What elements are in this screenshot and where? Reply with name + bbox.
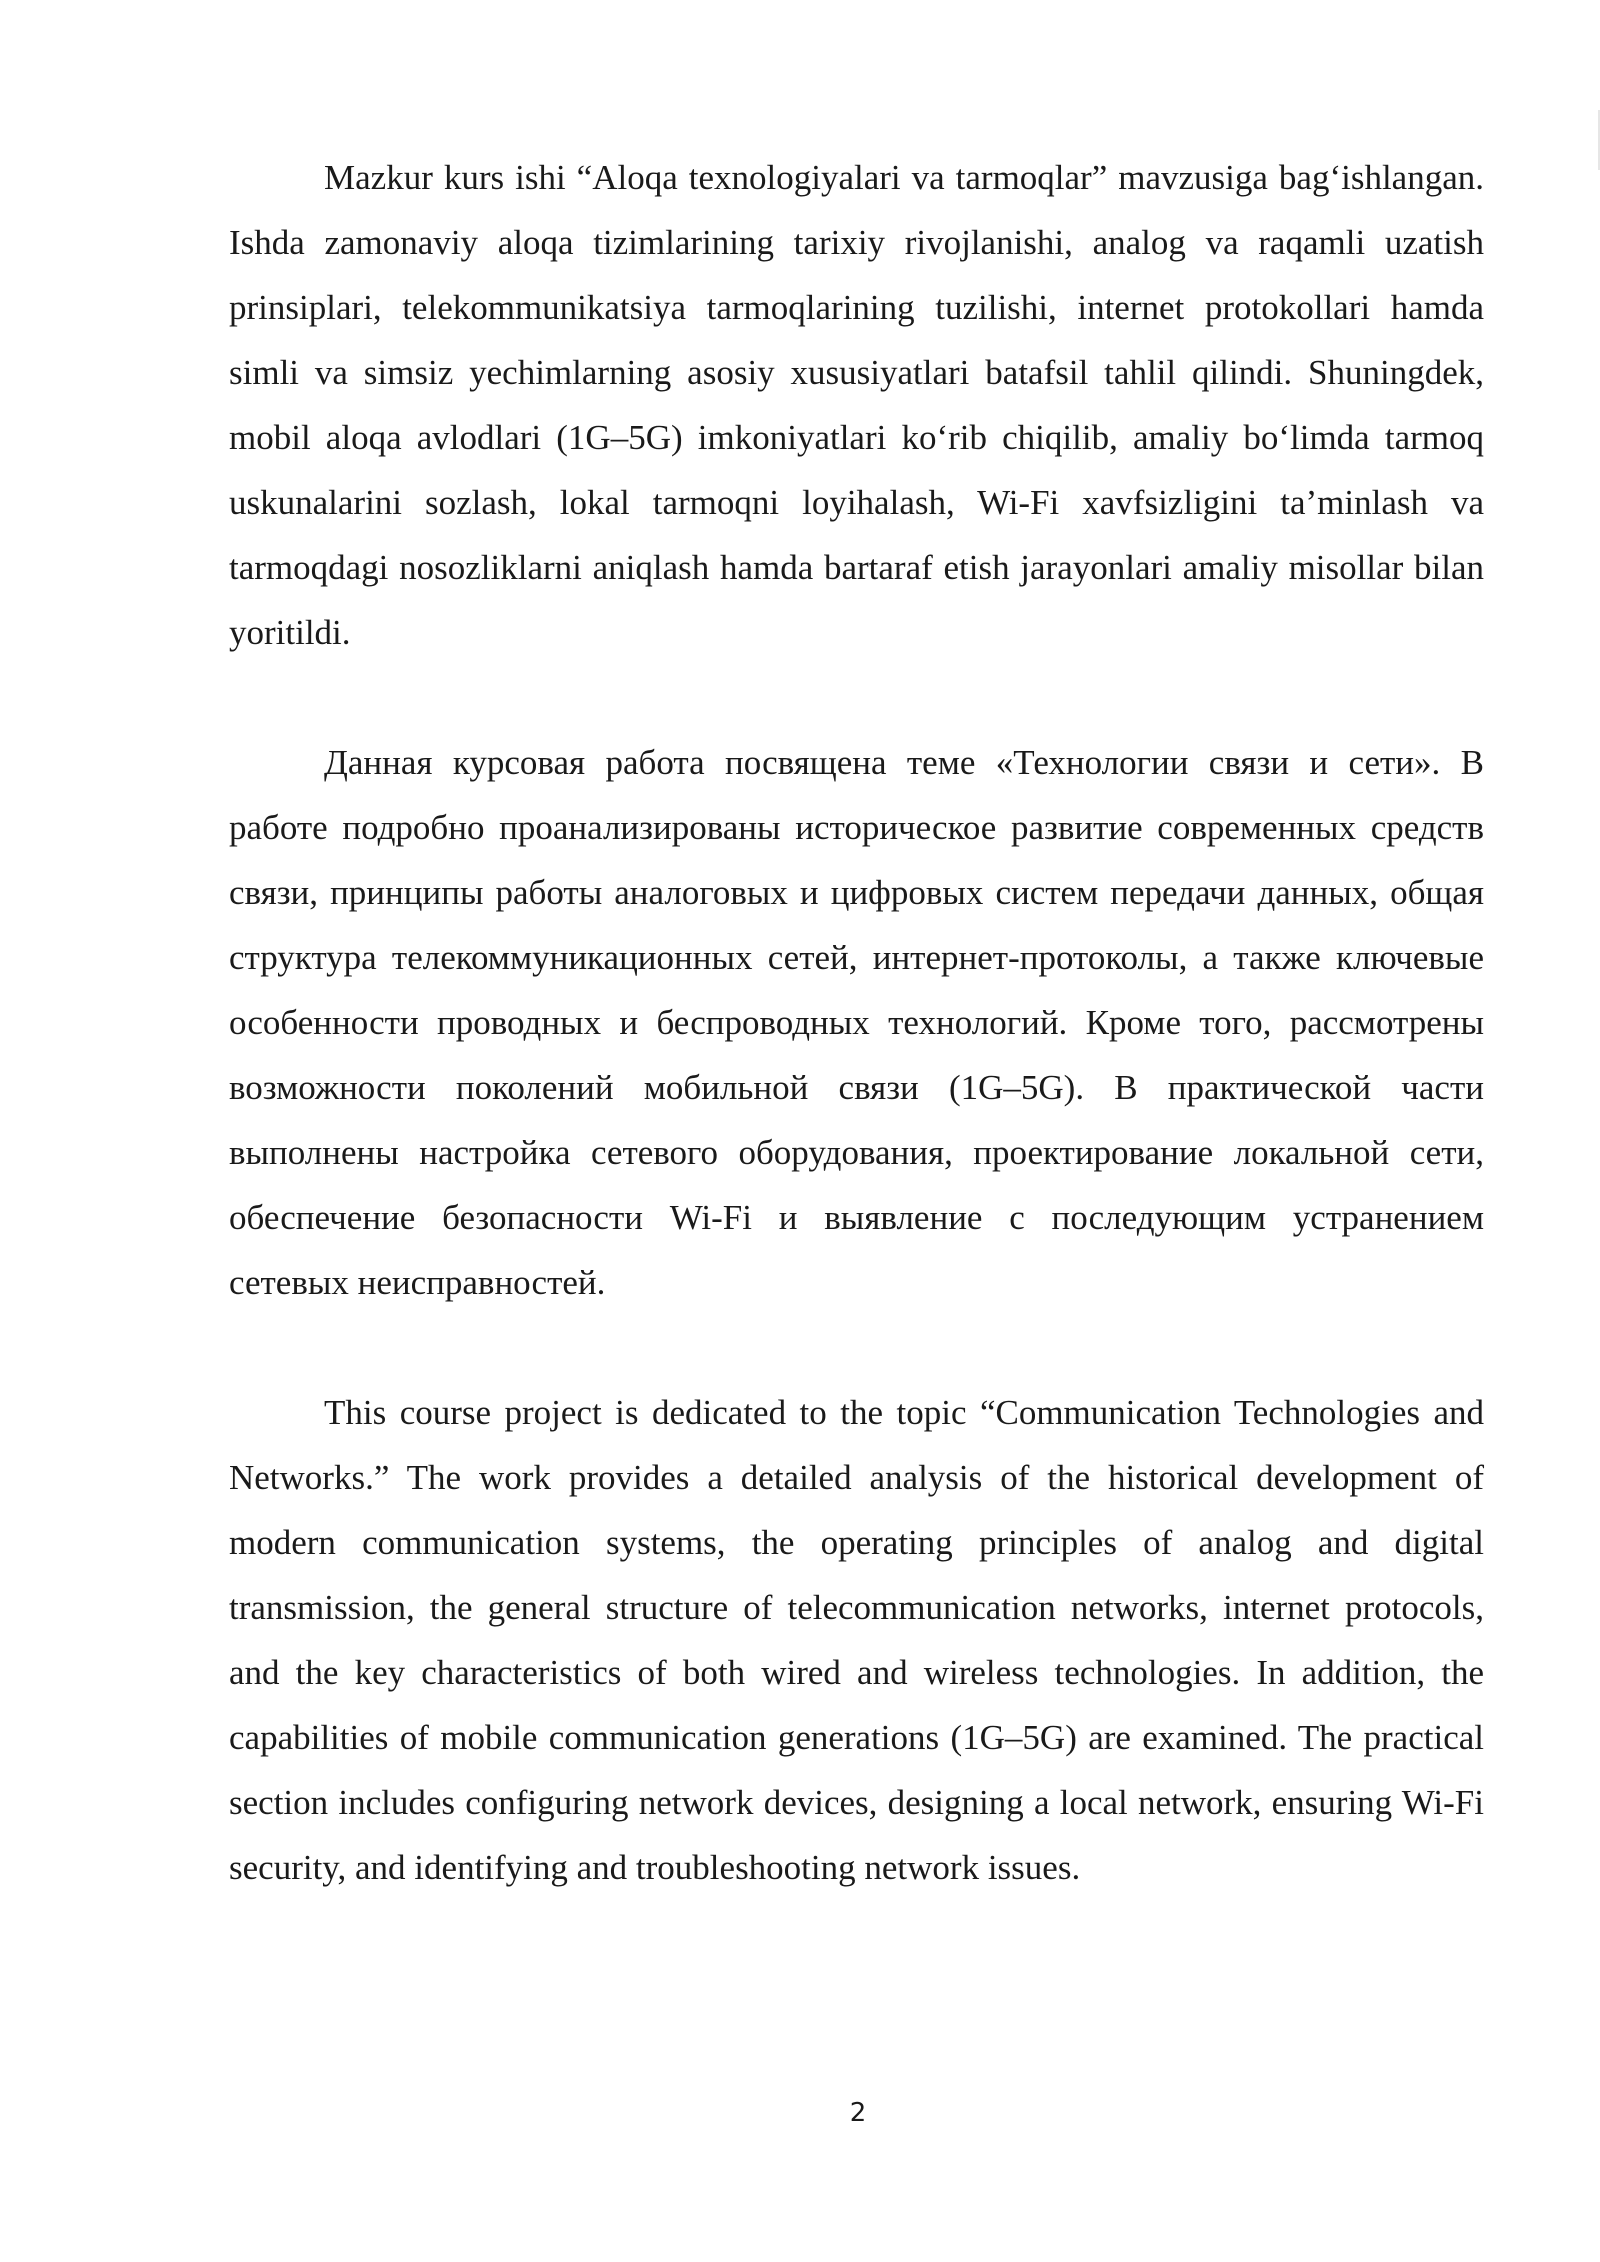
abstract-paragraph-english: This course project is dedicated to the topic “Communication Technologies and Networks.” The work provides a detailed analysis of the historical development of modern communication systems, the operating principles of analog and digital transmission, the general structure of telecommunication networks, internet protocols, and the key characteristics of both wired and wireless technologies. In addition, the capabilities of mobile communication generations (1G–5G) are examined. The practical section includes configuring network devices, designing a local network, ensuring Wi-Fi security, and identifying and troubleshooting network issues. <box>229 1393 1484 1887</box>
abstract-paragraph-uzbek: Mazkur kurs ishi “Aloqa texnologiyalari va tarmoqlar” mavzusiga bag‘ishlangan. Ishda zamonaviy aloqa tizimlarining tarixiy rivojlanishi, analog va raqamli uzatish prinsiplari, telekommunikatsiya tarmoqlarining tuzilishi, internet protokollari hamda simli va simsiz yechimlarning asosiy xususiyatlari batafsil tahlil qilindi. Shuningdek, mobil aloqa avlodlari (1G–5G) imkoniyatlari ko‘rib chiqilib, amaliy bo‘limda tarmoq uskunalarini sozlash, lokal tarmoqni loyihalash, Wi-Fi xavfsizligini ta’minlash va tarmoqdagi nosozliklarni aniqlash hamda bartaraf etish jarayonlari amaliy misollar bilan yoritildi. <box>229 158 1484 652</box>
abstract-paragraph-russian: Данная курсовая работа посвящена теме «Технологии связи и сети». В работе подробно проанализированы историческое развитие современных средств связи, принципы работы аналоговых и цифровых систем передачи данных, общая структура телекоммуникационных сетей, интернет-протоколы, а также ключевые особенности проводных и беспроводных технологий. Кроме того, рассмотрены возможности поколений мобильной связи (1G–5G). В практической части выполнены настройка сетевого оборудования, проектирование локальной сети, обеспечение безопасности Wi-Fi и выявление с последующим устранением сетевых неисправностей. <box>229 743 1484 1302</box>
page-number: 2 <box>849 2098 867 2128</box>
page-body <box>229 145 1484 1900</box>
